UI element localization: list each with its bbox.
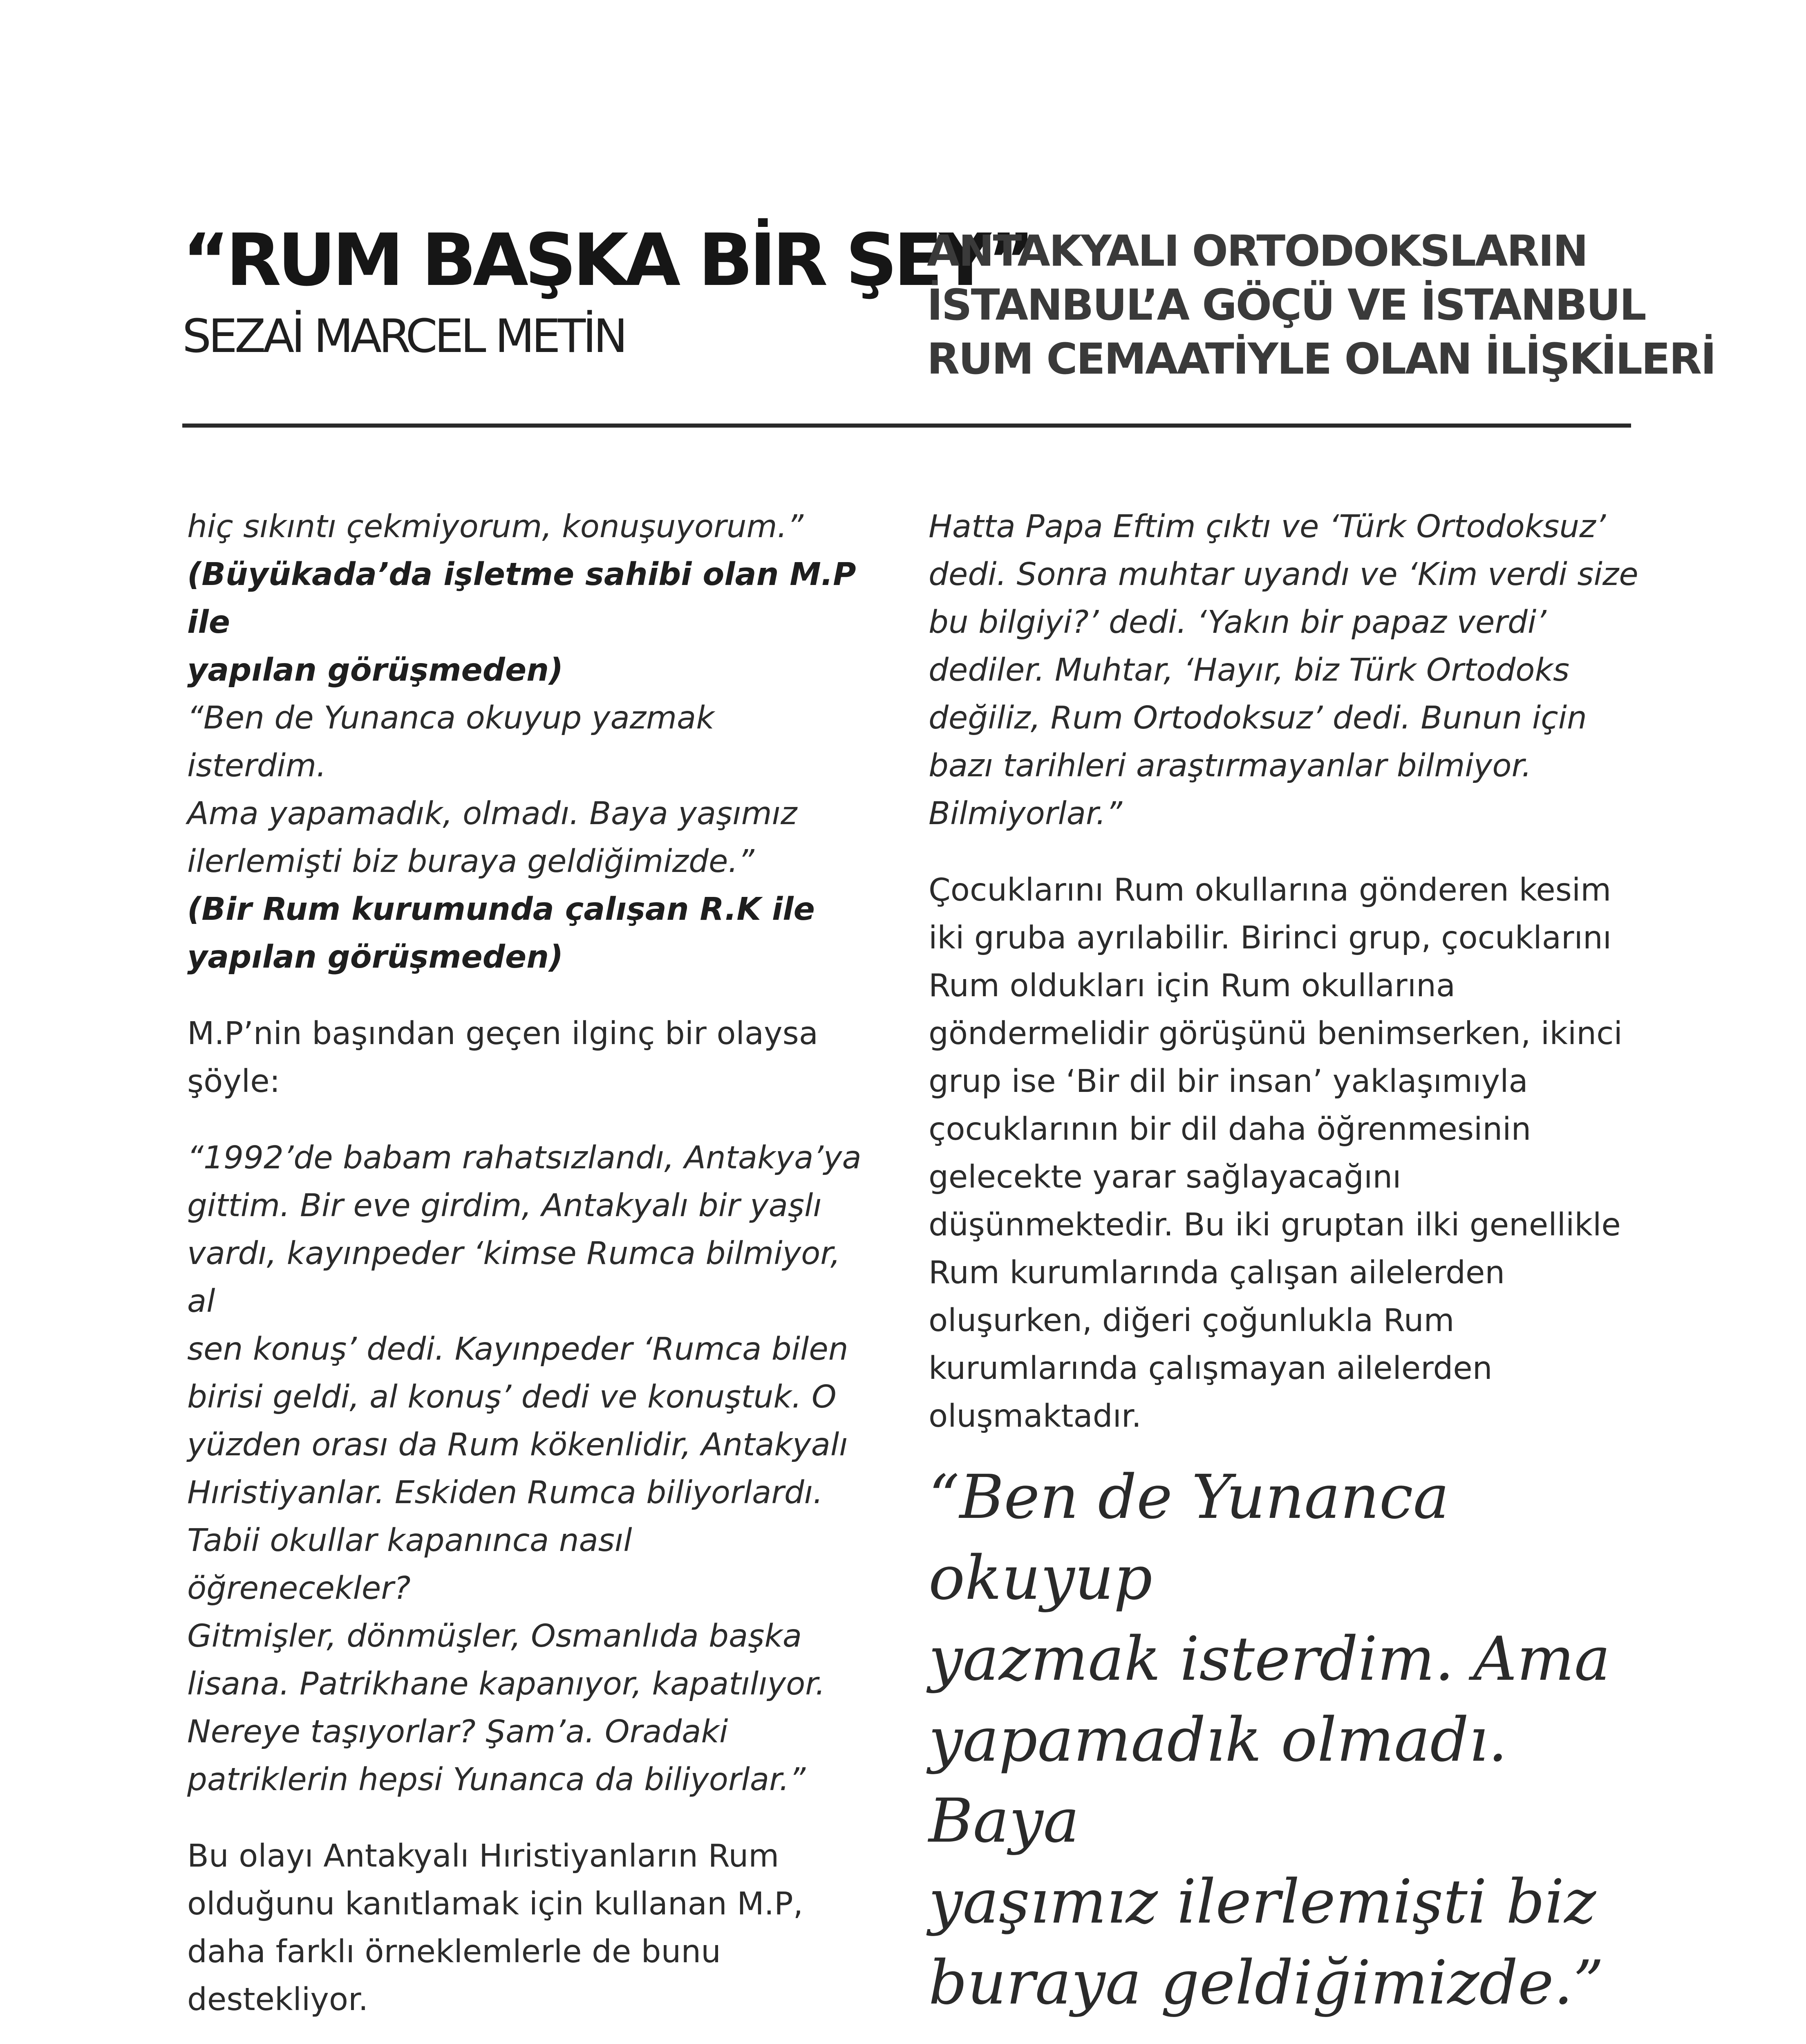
quote-line: vardı, kayınpeder ‘kimse Rumca bilmiyor, al [187,1235,841,1320]
quote-line: Bilmiyorlar.” [929,796,1122,832]
header-subtitle [927,224,1715,386]
paragraph-line: Rum kurumlarında çalışan ailelerden [929,1255,1505,1291]
body-paragraph [187,1010,862,1105]
quote-line: Hatta Papa Eftim çıktı ve ‘Türk Ortodoksuz’ [929,509,1606,545]
pull-quote-line: yapamadık olmadı. Baya [929,1705,1508,1856]
source-line: (Bir Rum kurumunda çalışan R.K ile [187,891,815,928]
quote-line: patriklerin hepsi Yunanca da biliyorlar.” [187,1762,806,1798]
quote-line: “Ben de Yunanca okuyup yazmak isterdim. [187,700,714,784]
paragraph-line: Rum oldukları için Rum okullarına [929,968,1456,1004]
paragraph-line: M.P’nin başından geçen ilginç bir olaysa [187,1015,818,1052]
pull-quote-line: yaşımız ilerlemişti biz [929,1867,1596,1937]
paragraph-line: olduğunu kanıtlamak için kullanan M.P, [187,1886,803,1922]
left-column [187,503,862,2044]
quote-line: sen konuş’ dedi. Kayınpeder ‘Rumca bilen [187,1331,848,1367]
paragraph-line: oluşurken, diğeri çoğunlukla Rum [929,1302,1455,1339]
quote-line: Nereye taşıyorlar? Şam’a. Oradaki [187,1714,728,1750]
paragraph-line: düşünmektedir. Bu iki gruptan ilki genellikle [929,1207,1621,1243]
paragraph-line: Çocuklarını Rum okullarına gönderen kesim [929,872,1611,908]
subtitle-line: İSTANBUL’A GÖÇÜ VE İSTANBUL [927,280,1645,330]
quote-line: değiliz, Rum Ortodoksuz’ dedi. Bunun için [929,700,1587,736]
paragraph-line: gelecekte yarar sağlayacağını [929,1159,1401,1195]
body-paragraph [187,1832,862,2024]
author-name: SEZAİ MARCEL METİN [182,309,625,363]
quote-line: hiç sıkıntı çekmiyorum, konuşuyorum.” [187,509,803,545]
paragraph-line: şöyle: [187,1063,280,1100]
quote-line: birisi geldi, al konuş’ dedi ve konuştuk. O [187,1379,837,1415]
paragraph-line: çocuklarının bir dil daha öğrenmesinin [929,1111,1531,1148]
source-line: yapılan görüşmeden) [187,939,564,975]
quote-line: dediler. Muhtar, ‘Hayır, biz Türk Ortodoks [929,652,1570,688]
quote-line: bu bilgiyi?’ dedi. ‘Yakın bir papaz verdi’ [929,604,1546,641]
paragraph-line: daha farklı örneklemlerle de bunu [187,1934,721,1970]
quote-line: ilerlemişti biz buraya geldiğimizde.” [187,843,754,880]
source-line: (Büyükada’da işletme sahibi olan M.P ile [187,556,856,641]
source-line: yapılan görüşmeden) [187,652,564,688]
right-column [929,503,1640,2044]
interview-quote-block [187,1134,862,1804]
pull-quote-line: yazmak isterdim. Ama [929,1624,1611,1694]
quote-line: gittim. Bir eve girdim, Antakyalı bir yaşlı [187,1188,822,1224]
header-left [182,218,1032,364]
paragraph-line: oluşmaktadır. [929,1398,1141,1434]
body-paragraph [929,866,1640,1440]
quote-line: bazı tarihleri araştırmayanlar bilmiyor. [929,748,1532,784]
subtitle-line: RUM CEMAATİYLE OLAN İLİŞKİLERİ [927,334,1715,384]
pull-quote [929,1457,1640,2023]
interview-quote-block [929,503,1640,838]
subtitle-line: ANTAKYALI ORTODOKSLARIN [927,226,1587,276]
quote-line: “1992’de babam rahatsızlandı, Antakya’ya [187,1140,862,1176]
paragraph-line: grup ise ‘Bir dil bir insan’ yaklaşımıyla [929,1063,1528,1100]
pull-quote-line: “Ben de Yunanca okuyup [929,1462,1449,1613]
paragraph-line: göndermelidir görüşünü benimserken, ikinci [929,1015,1622,1052]
paragraph-line: Bu olayı Antakyalı Hıristiyanların Rum [187,1838,779,1874]
quote-line: Gitmişler, dönmüşler, Osmanlıda başka [187,1618,802,1654]
quote-line: yüzden orası da Rum kökenlidir, Antakyalı [187,1427,848,1463]
paragraph-line: iki gruba ayrılabilir. Birinci grup, çocuklarını [929,920,1612,956]
paragraph-line: kurumlarında çalışmayan ailelerden [929,1350,1493,1387]
quote-line: Ama yapamadık, olmadı. Baya yaşımız [187,796,797,832]
paragraph-line: destekliyor. [187,1981,369,2018]
header-divider [182,424,1631,428]
quote-line: lisana. Patrikhane kapanıyor, kapatılıyor. [187,1666,826,1702]
pull-quote-line: buraya geldiğimizde.” [929,1948,1604,2018]
quote-line: Hıristiyanlar. Eskiden Rumca biliyorlardı. [187,1475,823,1511]
article-title: “RUM BAŞKA BİR ŞEY” [182,218,1032,302]
interview-quote-block [187,503,862,981]
quote-line: Tabii okullar kapanınca nasıl öğrenecekler? [187,1522,632,1607]
quote-line: dedi. Sonra muhtar uyandı ve ‘Kim verdi size [929,556,1638,593]
